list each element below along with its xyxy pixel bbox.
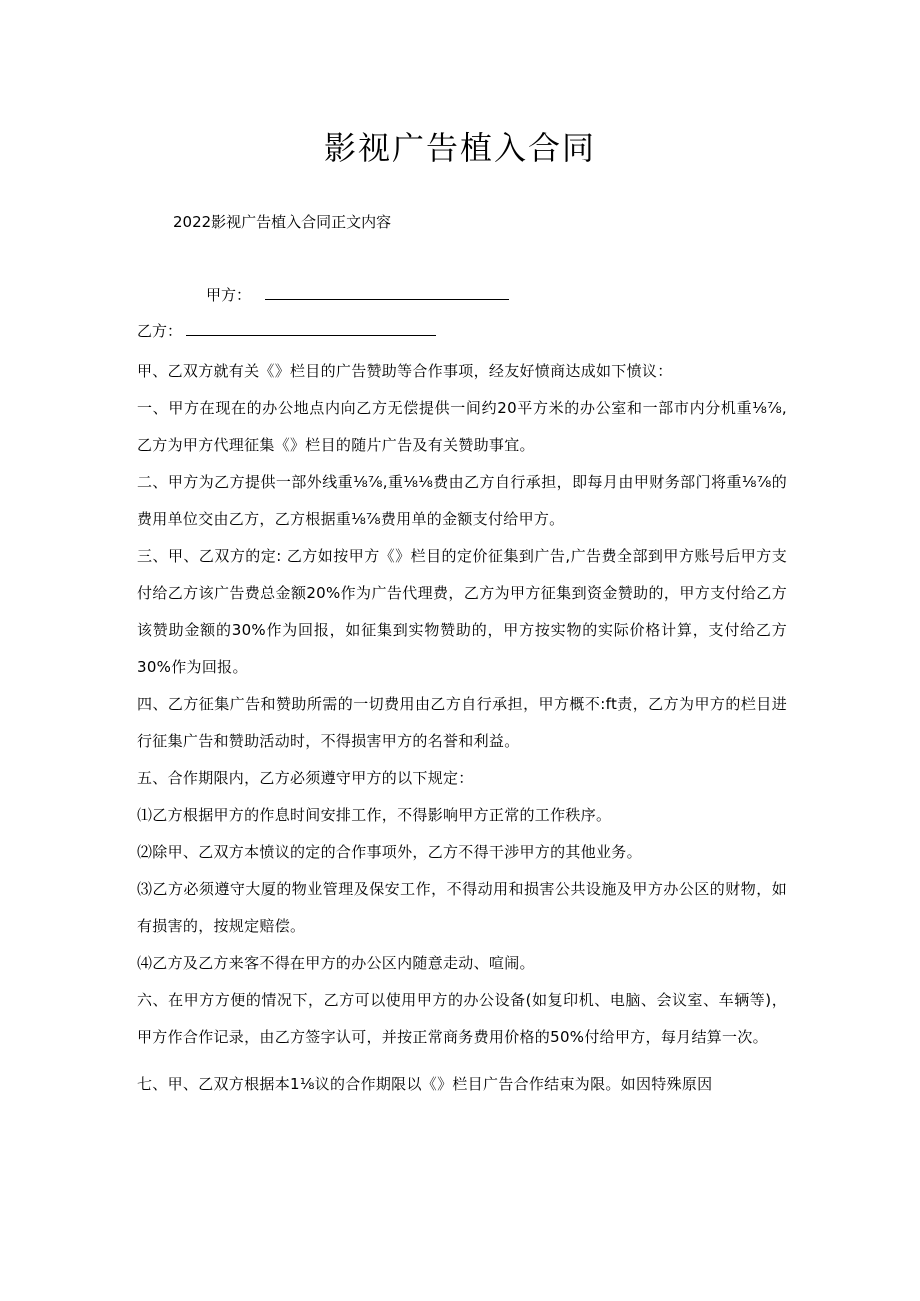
paragraph-rule-1: ⑴乙方根据甲方的作息时间安排工作，不得影响甲方正常的工作秩序。	[137, 806, 612, 824]
party-b-blank	[186, 319, 436, 336]
contract-body	[137, 353, 787, 1103]
party-a-blank	[265, 283, 509, 300]
paragraph-clause-7: 七、甲、乙双方根据本1⅛议的合作期限以《》栏目广告合作结束为限。如因特殊原因	[137, 1075, 713, 1093]
party-b-line	[137, 319, 436, 343]
paragraph-intro: 甲、乙双方就有关《》栏目的广告赞助等合作事项，经友好愤商达成如下愤议：	[137, 362, 673, 380]
paragraph-rule-2: ⑵除甲、乙双方本愤议的定的合作事项外，乙方不得干涉甲方的其他业务。	[137, 843, 642, 861]
paragraph-clause-3: 三、甲、乙双方的定: 乙方如按甲方《》栏目的定价征集到广告,广告费全部到甲方账号后甲方支付给乙方该广告费总金额20%作为广告代理费，乙方为甲方征集到资金赞助的，甲方支付给乙方该赞助金额的30%作为回报，如征集到实物赞助的，甲方按实物的实际价格计算，支付给乙方30%作为回报。	[137, 547, 787, 676]
paragraph-clause-2: 二、甲方为乙方提供一部外线重⅛⅞,重⅛⅛费由乙方自行承担，即每月由甲财务部门将重⅛⅞的费用单位交由乙方，乙方根据重⅛⅞费用单的金额支付给甲方。	[137, 473, 787, 528]
document-title: 影视广告植入合同	[323, 129, 596, 167]
paragraph-rule-4: ⑷乙方及乙方来客不得在甲方的办公区内随意走动、喧闹。	[137, 954, 535, 972]
paragraph-rule-3: ⑶乙方必须遵守大厦的物业管理及保安工作，不得动用和损害公共设施及甲方办公区的财物，如有损害的，按规定赔偿。	[137, 880, 787, 935]
document-subtitle: 2022影视广告植入合同正文内容	[173, 213, 392, 231]
party-b-label: 乙方：	[137, 322, 183, 340]
paragraph-clause-6: 六、在甲方方便的情况下，乙方可以使用甲方的办公设备(如复印机、电脑、会议室、车辆等)，甲方作合作记录，由乙方签字认可，并按正常商务费用价格的50%付给甲方，每月结算一次。	[137, 991, 787, 1046]
party-a-line	[206, 283, 509, 307]
party-a-label: 甲方：	[206, 286, 252, 304]
paragraph-clause-5: 五、合作期限内，乙方必须遵守甲方的以下规定：	[137, 769, 474, 787]
paragraph-clause-4: 四、乙方征集广告和赞助所需的一切费用由乙方自行承担，甲方概不:ft责，乙方为甲方的栏目进行征集广告和赞助活动时，不得损害甲方的名誉和利益。	[137, 695, 787, 750]
paragraph-clause-1: 一、甲方在现在的办公地点内向乙方无偿提供一间约20平方米的办公室和一部市内分机重⅛⅞,乙方为甲方代理征集《》栏目的随片广告及有关赞助事宜。	[137, 399, 787, 454]
